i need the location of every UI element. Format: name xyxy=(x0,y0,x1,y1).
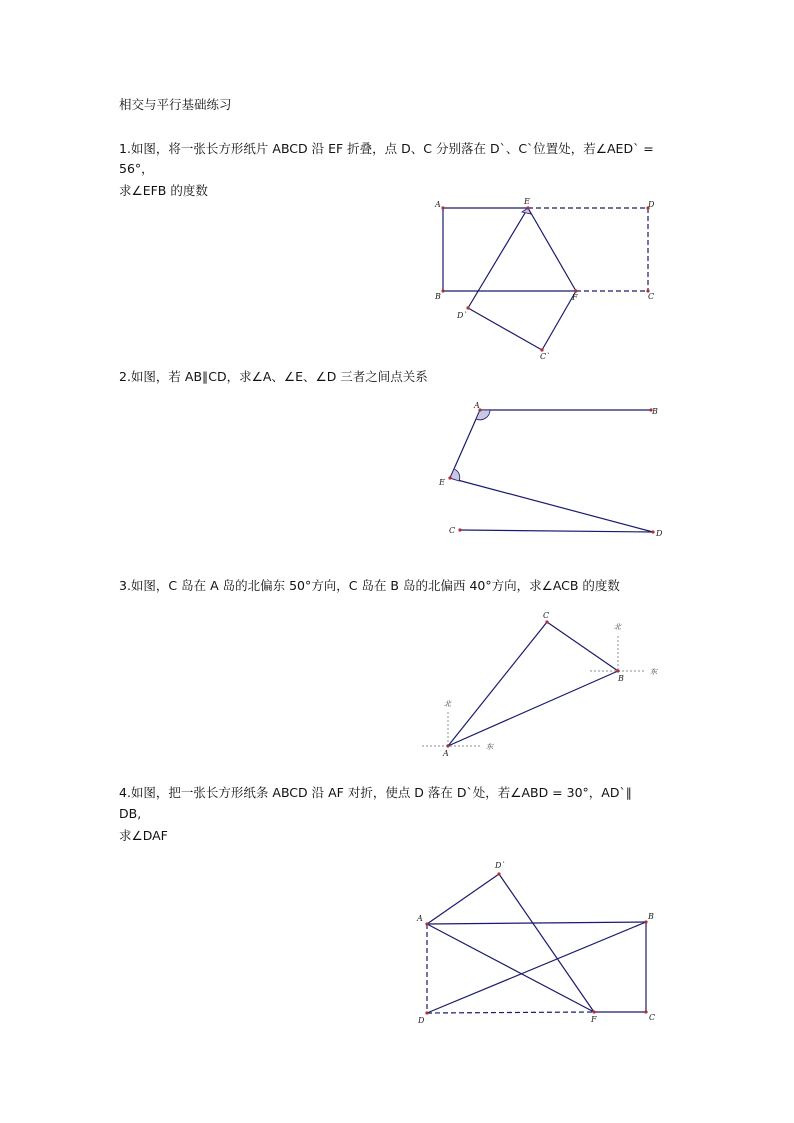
point-d1 xyxy=(497,872,500,875)
label-a: A xyxy=(417,914,423,923)
label-e: E xyxy=(439,478,445,487)
label-d1: D` xyxy=(495,861,506,870)
label-b: B xyxy=(652,407,658,416)
label-f: F xyxy=(591,1015,597,1024)
edge-d1f xyxy=(499,874,594,1012)
label-c: C xyxy=(649,1013,656,1022)
label-c: C xyxy=(449,526,456,535)
label-east-a: 东 xyxy=(486,743,493,751)
label-a: A xyxy=(443,749,449,758)
label-a: A xyxy=(435,200,441,209)
label-c: C xyxy=(648,292,655,301)
page-title: 相交与平行基础练习 xyxy=(119,97,232,112)
label-north-a: 北 xyxy=(444,700,451,708)
problem-3-text-line1: 3.如图，C 岛在 A 岛的北偏东 50°方向，C 岛在 B 岛的北偏西 40°方向，求∠ACB 的度数 xyxy=(119,578,620,593)
label-east-b: 东 xyxy=(650,668,657,676)
label-b: B xyxy=(435,292,441,301)
edge-ab xyxy=(427,922,646,924)
label-d: D xyxy=(656,529,663,538)
point-c xyxy=(644,1010,647,1013)
point-d xyxy=(425,1011,428,1014)
label-north-b: 北 xyxy=(614,623,621,631)
problem-4-text-line3: 求∠DAF xyxy=(119,828,168,843)
label-c1: C` xyxy=(540,352,551,361)
fold-line-af xyxy=(427,924,594,1012)
label-b: B xyxy=(618,674,624,683)
label-d1: D` xyxy=(457,311,468,320)
problem-1-text-line1: 1.如图，将一张长方形纸片 ABCD 沿 EF 折叠，点 D、C 分别落在 D`、C`位置处，若∠AED` = xyxy=(119,141,654,156)
diagonal-db xyxy=(427,922,646,1013)
problem-4-text-line2: DB, xyxy=(119,806,142,821)
label-a: A xyxy=(474,401,480,410)
problem-1-text-line3: 求∠EFB 的度数 xyxy=(119,183,208,198)
label-c: C xyxy=(543,611,550,620)
problem-2-text-line1: 2.如图，若 AB∥CD，求∠A、∠E、∠D 三者之间点关系 xyxy=(119,369,428,384)
problem-4-text-line1: 4.如图，把一张长方形纸条 ABCD 沿 AF 对折，使点 D 落在 D`处，若∠ABD = 30°，AD`∥ xyxy=(119,785,632,800)
point-a xyxy=(425,922,428,925)
label-d: D xyxy=(418,1016,425,1025)
label-f: F xyxy=(572,293,578,302)
label-d: D xyxy=(648,200,655,209)
edge-df-dashed xyxy=(427,1012,594,1013)
label-b: B xyxy=(648,912,654,921)
point-f xyxy=(592,1010,595,1013)
label-e: E xyxy=(524,197,530,206)
problem-1-text-line2: 56°， xyxy=(119,161,154,176)
edge-ad1 xyxy=(427,874,499,924)
